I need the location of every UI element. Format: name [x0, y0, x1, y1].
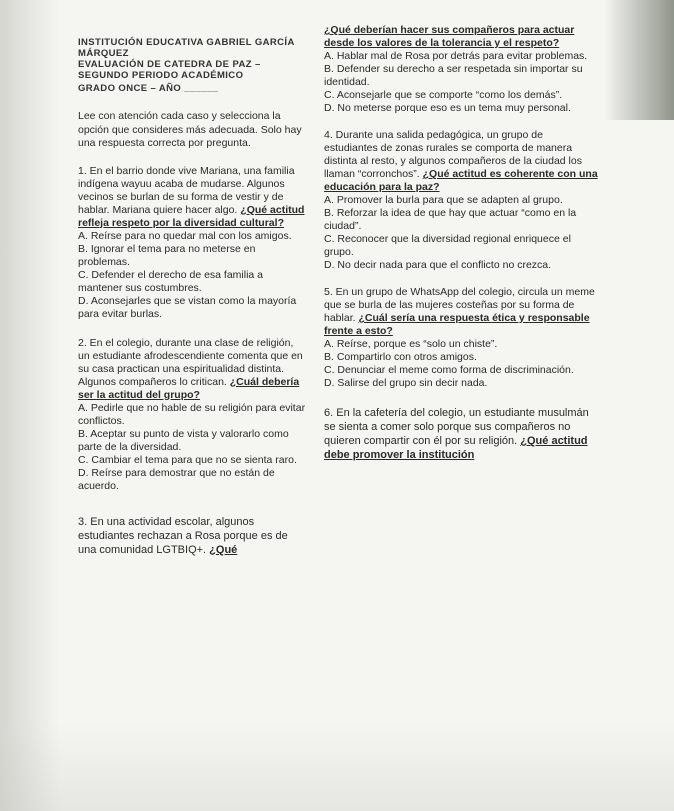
q5-question: ¿Cuál sería una respuesta ética y responsable frente a esto?	[324, 312, 590, 337]
exam-sheet	[66, 24, 606, 724]
q5-option-a: A. Reírse, porque es “solo un chiste”.	[324, 338, 498, 350]
q4-stem: 4. Durante una salida pedagógica, un grupo de estudiantes de zonas rurales se comporta de manera distinta al resto, y algunos compañeros de la ciudad los llaman “corronchos”. ¿Qué actitud es coherente con una educación para la paz?	[324, 129, 598, 193]
eval-line: EVALUACIÓN DE CATEDRA DE PAZ –	[78, 59, 261, 70]
instructions: Lee con atención cada caso y selecciona la opción que consideres más adecuada. Solo hay una respuesta correcta por pregunta.	[78, 110, 302, 149]
institution-line2: MÁRQUEZ	[78, 48, 129, 59]
background-plant-shadow	[604, 0, 674, 120]
q3-question: ¿Qué deberían hacer sus compañeros para actuar desde los valores de la tolerancia y el respeto?	[324, 24, 575, 49]
q4-question: ¿Qué actitud es coherente con una educación para la paz?	[324, 168, 598, 193]
right-column	[324, 24, 598, 462]
q5-option-c: C. Denunciar el meme como forma de discriminación.	[324, 364, 574, 376]
q4-option-a: A. Promover la burla para que se adapten al grupo.	[324, 194, 563, 206]
q3-question-start: ¿Qué	[209, 543, 238, 556]
q4-option-c: C. Reconocer que la diversidad regional enriquece el grupo.	[324, 233, 571, 258]
q3-option-b: B. Defender su derecho a ser respetada sin importar su identidad.	[324, 63, 583, 88]
q3-option-a: A. Hablar mal de Rosa por detrás para evitar problemas.	[324, 50, 588, 62]
q2-question: ¿Cuál debería ser la actitud del grupo?	[78, 375, 300, 401]
q1-stem: 1. En el barrio donde vive Mariana, una familia indígena wayuu acaba de mudarse. Algunos vecinos se burlan de su forma de vestir y de hablar. Mariana quiere hacer algo. ¿Qué actitud refleja respeto por la diversidad cultural?	[78, 164, 305, 229]
q2-option-c: C. Cambiar el tema para que no se sienta raro.	[78, 453, 297, 466]
institution-line1: INSTITUCIÓN EDUCATIVA GABRIEL GARCÍA	[78, 37, 295, 48]
q2-option-a: A. Pedirle que no hable de su religión para evitar conflictos.	[78, 401, 306, 427]
q5-option-d: D. Salirse del grupo sin decir nada.	[324, 377, 488, 389]
q3-stem: 3. En una actividad escolar, algunos estudiantes rechazan a Rosa porque es de una comunidad LGTBIQ+. ¿Qué	[78, 515, 288, 556]
page-shadow-left	[0, 0, 60, 811]
period-line: SEGUNDO PERIODO ACADÉMICO	[78, 70, 244, 81]
left-column	[78, 24, 306, 557]
q1-option-a: A. Reírse para no quedar mal con los amigos.	[78, 229, 292, 242]
q5-stem: 5. En un grupo de WhatsApp del colegio, circula un meme que se burla de las mujeres costeñas por su forma de hablar. ¿Cuál sería una respuesta ética y responsable frente a esto?	[324, 286, 595, 337]
q2-option-b: B. Aceptar su punto de vista y valorarlo como parte de la diversidad.	[78, 427, 289, 453]
q6-stem: 6. En la cafetería del colegio, un estudiante musulmán se sienta a comer solo porque sus compañeros no quieren compartir con él por su religión. ¿Qué actitud debe promover la institución	[324, 407, 589, 461]
page-bottom-fade	[0, 721, 674, 811]
q4-option-b: B. Reforzar la idea de que hay que actuar “como en la ciudad”.	[324, 207, 577, 232]
q2-option-d: D. Reírse para demostrar que no están de acuerdo.	[78, 466, 275, 492]
q6-question: ¿Qué actitud debe promover la institución	[324, 435, 588, 461]
q1-question: ¿Qué actitud refleja respeto por la diversidad cultural?	[78, 203, 305, 229]
grade-line: GRADO ONCE – AÑO ______	[78, 83, 219, 94]
q1-option-c: C. Defender el derecho de esa familia a mantener sus costumbres.	[78, 268, 264, 294]
q5-option-b: B. Compartirlo con otros amigos.	[324, 351, 477, 363]
q2-stem: 2. En el colegio, durante una clase de religión, un estudiante afrodescendiente comenta que en su casa practican una espiritualidad distinta. Algunos compañeros lo critican. ¿Cuál debería ser la actitud del grupo?	[78, 336, 303, 401]
q1-option-d: D. Aconsejarles que se vistan como la mayoría para evitar burlas.	[78, 294, 297, 320]
q3-option-d: D. No meterse porque eso es un tema muy personal.	[324, 102, 571, 114]
q1-option-b: B. Ignorar el tema para no meterse en problemas.	[78, 242, 256, 268]
q3-option-c: C. Aconsejarle que se comporte “como los demás”.	[324, 89, 563, 101]
q4-option-d: D. No decir nada para que el conflicto no crezca.	[324, 259, 552, 271]
